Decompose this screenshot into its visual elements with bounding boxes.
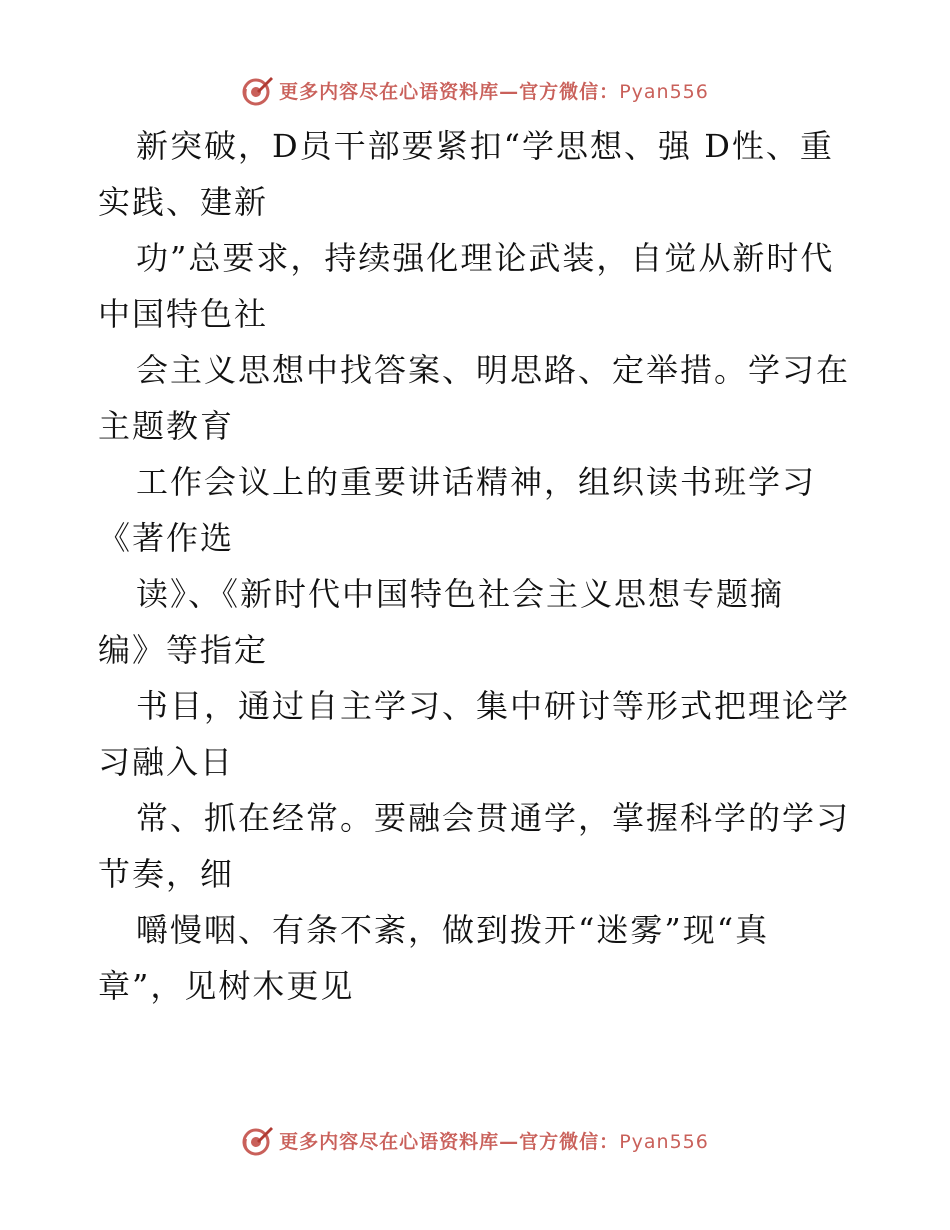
pen-logo-icon [241, 73, 275, 107]
line-indented: 读》、《新时代中国特色社会主义思想专题摘 [136, 575, 785, 613]
watermark-contact-id: Pyan556 [619, 1130, 709, 1153]
text-paragraph-5 [98, 566, 858, 678]
line-continuation: 主题教育 [98, 407, 235, 445]
watermark-text [279, 77, 709, 104]
pen-logo-icon [241, 1123, 275, 1157]
text-paragraph-7 [98, 790, 858, 902]
line-continuation: 实践、建新 [98, 183, 269, 221]
line-continuation: 章”，见树木更见 [98, 967, 355, 1005]
text-paragraph-2 [98, 230, 858, 342]
watermark-separator: — [499, 80, 520, 103]
line-indented: 会主义思想中找答案、明思路、定举措。学习在 [136, 351, 851, 389]
text-paragraph-1 [98, 118, 858, 230]
line-continuation: 《著作选 [98, 519, 235, 557]
watermark-contact-label: 官方微信： [519, 80, 620, 103]
line-continuation: 习融入日 [98, 743, 235, 781]
line-indented: 书目，通过自主学习、集中研讨等形式把理论学 [136, 687, 851, 725]
text-paragraph-3 [98, 342, 858, 454]
line-indented: 工作会议上的重要讲话精神，组织读书班学习 [136, 463, 817, 501]
line-indented: 新突破，D员干部要紧扣“学思想、强 D性、重 [136, 127, 834, 165]
header-watermark [0, 70, 950, 110]
document-body [98, 118, 858, 1014]
watermark-brand: 更多内容尽在心语资料库 [279, 80, 500, 103]
text-paragraph-4 [98, 454, 858, 566]
watermark-brand: 更多内容尽在心语资料库 [279, 1130, 500, 1153]
watermark-separator: — [499, 1130, 520, 1153]
line-continuation: 编》等指定 [98, 631, 269, 669]
watermark-contact-id: Pyan556 [619, 80, 709, 103]
line-indented: 常、抓在经常。要融会贯通学，掌握科学的学习 [136, 799, 851, 837]
text-paragraph-6 [98, 678, 858, 790]
line-continuation: 节奏，细 [98, 855, 235, 893]
line-indented: 嚼慢咽、有条不紊，做到拨开“迷雾”现“真 [136, 911, 770, 949]
footer-watermark [0, 1120, 950, 1160]
line-indented: 功”总要求，持续强化理论武装，自觉从新时代 [136, 239, 835, 277]
text-paragraph-8 [98, 902, 858, 1014]
watermark-text [279, 1127, 709, 1154]
line-continuation: 中国特色社 [98, 295, 269, 333]
watermark-contact-label: 官方微信： [519, 1130, 620, 1153]
